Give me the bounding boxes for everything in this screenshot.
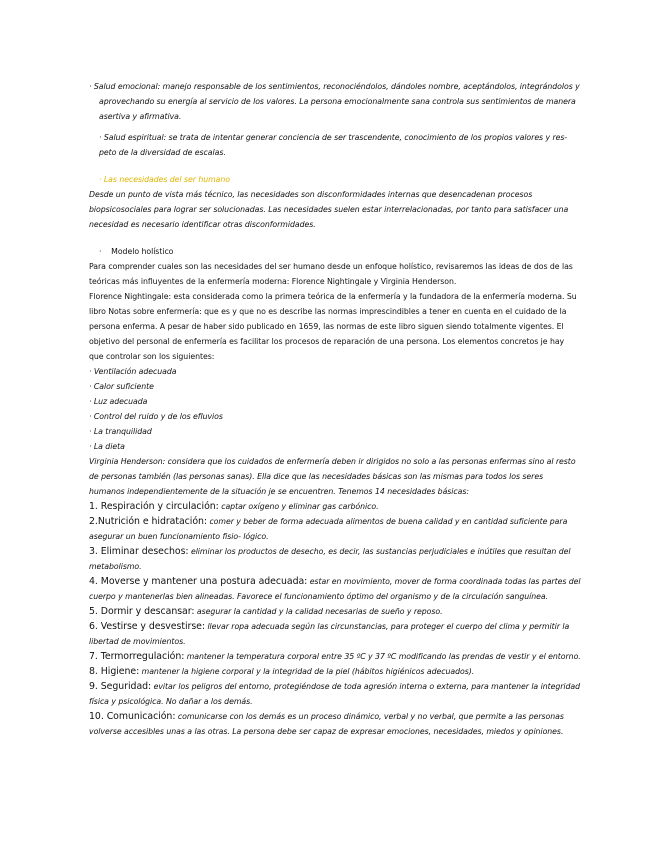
paragraph-henderson: Virginia Henderson: considera que los cuidados de enfermería deben ir dirigidos no solo a las personas enfermas sino al resto de personas también (las personas sanas). Ella dice que las necesidades básicas son las mismas para todos los seres humanos independientemente de la situación je se encuentren. Tenemos 14 necesidades básicas: [89, 457, 576, 496]
need-text: mantener la higiene corporal y la integridad de la piel (hábitos higiénicos adecuados). [139, 667, 475, 676]
need-title: 1. Respiración y circulación: [89, 501, 219, 512]
list-item: · Calor suficiente [89, 382, 154, 391]
list-item: · La dieta [89, 442, 125, 451]
list-item: · La tranquilidad [89, 427, 152, 436]
need-title: 6. Vestirse y desvestirse: [89, 621, 206, 632]
need-title: 7. Termorregulación: [89, 651, 185, 662]
paragraph-nightingale: Florence Nightingale: esta considerada como la primera teórica de la enfermería y la fundadora de la enfermería moderna. Su libro Notas sobre enfermería: que es y que no es describe las normas imprescindibles a tener en cuenta en el cuidado de la persona enferma. A pesar de haber sido publicado en 1659, las normas de este libro siguen siendo totalmente vigentes. El objetivo del personal de enfermería es facilitar los procesos de reparación de una persona. Los elementos concretos je hay que controlar son los siguientes: [89, 292, 577, 361]
need-text: eliminar los productos de desecho, es decir, las sustancias perjudiciales e inútiles que resultan del metabolismo. [89, 547, 571, 571]
paragraph-spiritual-health: · Salud espiritual: se trata de intentar generar conciencia de ser trascendente, conocimiento de los propios valores y res- peto de la diversidad de escalas. [99, 133, 568, 157]
nightingale-elements-list [89, 364, 581, 454]
need-title: 3. Eliminar desechos: [89, 546, 189, 557]
need-item [89, 619, 581, 649]
need-item [89, 679, 581, 709]
need-item [89, 499, 581, 514]
need-item [89, 604, 581, 619]
need-title: 8. Higiene: [89, 666, 140, 677]
need-item [89, 514, 581, 544]
need-text: llevar ropa adecuada según las circunstancias, para proteger el cuerpo del clima y permitir la libertad de movimientos. [89, 622, 570, 646]
section-heading-holistic-model: · Modelo holístico [99, 247, 174, 256]
need-item [89, 574, 581, 604]
paragraph-needs-definition: Desde un punto de vista más técnico, las necesidades son disconformidades internas que desencadenan procesos biopsicosociales para lograr ser solucionadas. Las necesidades suelen estar interrelacionadas, por tanto para satisfacer una necesidad es necesario identificar otras disconformidades. [89, 190, 569, 229]
need-title: 10. Comunicación: [89, 711, 176, 722]
need-title: 4. Moverse y mantener una postura adecuada: [89, 576, 308, 587]
list-item: · Ventilación adecuada [89, 367, 177, 376]
need-text: comunicarse con los demás es un proceso dinámico, verbal y no verbal, que permite a las personas volverse accesibles unas a las otras. La persona debe ser capaz de expresar emociones, necesidades, miedos y opiniones. [89, 712, 564, 736]
need-title: 9. Seguridad: [89, 681, 152, 692]
basic-needs-list [89, 499, 581, 739]
paragraph-emotional-health: · Salud emocional: manejo responsable de los sentimientos, reconociéndolos, dándoles nombre, aceptándolos, integrándolos y aprovechando su energía al servicio de los valores. La persona emocionalmente sana controla sus sentimientos de manera asertiva y afirmativa. [89, 82, 580, 121]
need-item [89, 544, 581, 574]
need-item [89, 649, 581, 664]
list-item: · Control del ruido y de los efluvios [89, 412, 223, 421]
need-text: mantener la temperatura corporal entre 35 ºC y 37 ºC modificando las prendas de vestir y el entorno. [184, 652, 581, 661]
need-text: asegurar la cantidad y la calidad necesarias de sueño y reposo. [194, 607, 443, 616]
need-text: comer y beber de forma adecuada alimentos de buena calidad y en cantidad suficiente para asegurar un buen funcionamiento fisio- lógico. [89, 517, 568, 541]
holistic-model-title: Modelo holístico [111, 247, 174, 256]
need-item [89, 664, 581, 679]
need-title: 2.Nutrición e hidratación: [89, 516, 208, 527]
need-title: 5. Dormir y descansar: [89, 606, 195, 617]
need-item [89, 709, 581, 739]
need-text: evitar los peligros del entorno, protegiéndose de toda agresión interna o externa, para mantener la integridad física y psicológica. No dañar a los demás. [89, 682, 581, 706]
paragraph-holistic: Para comprender cuales son las necesidades del ser humano desde un enfoque holístico, revisaremos las ideas de dos de las teóricas más influyentes de la enfermería moderna: Florence Nightingale y Virginia Henderson. [89, 262, 573, 286]
list-item: · Luz adecuada [89, 397, 148, 406]
need-text: captar oxígeno y eliminar gas carbónico. [218, 502, 379, 511]
section-heading-needs: · Las necesidades del ser humano [99, 175, 230, 184]
need-text: estar en movimiento, mover de forma coordinada todas las partes del cuerpo y mantenerlas bien alineadas. Favorece el funcionamiento óptimo del organismo y de la circulación sanguínea. [89, 577, 581, 601]
